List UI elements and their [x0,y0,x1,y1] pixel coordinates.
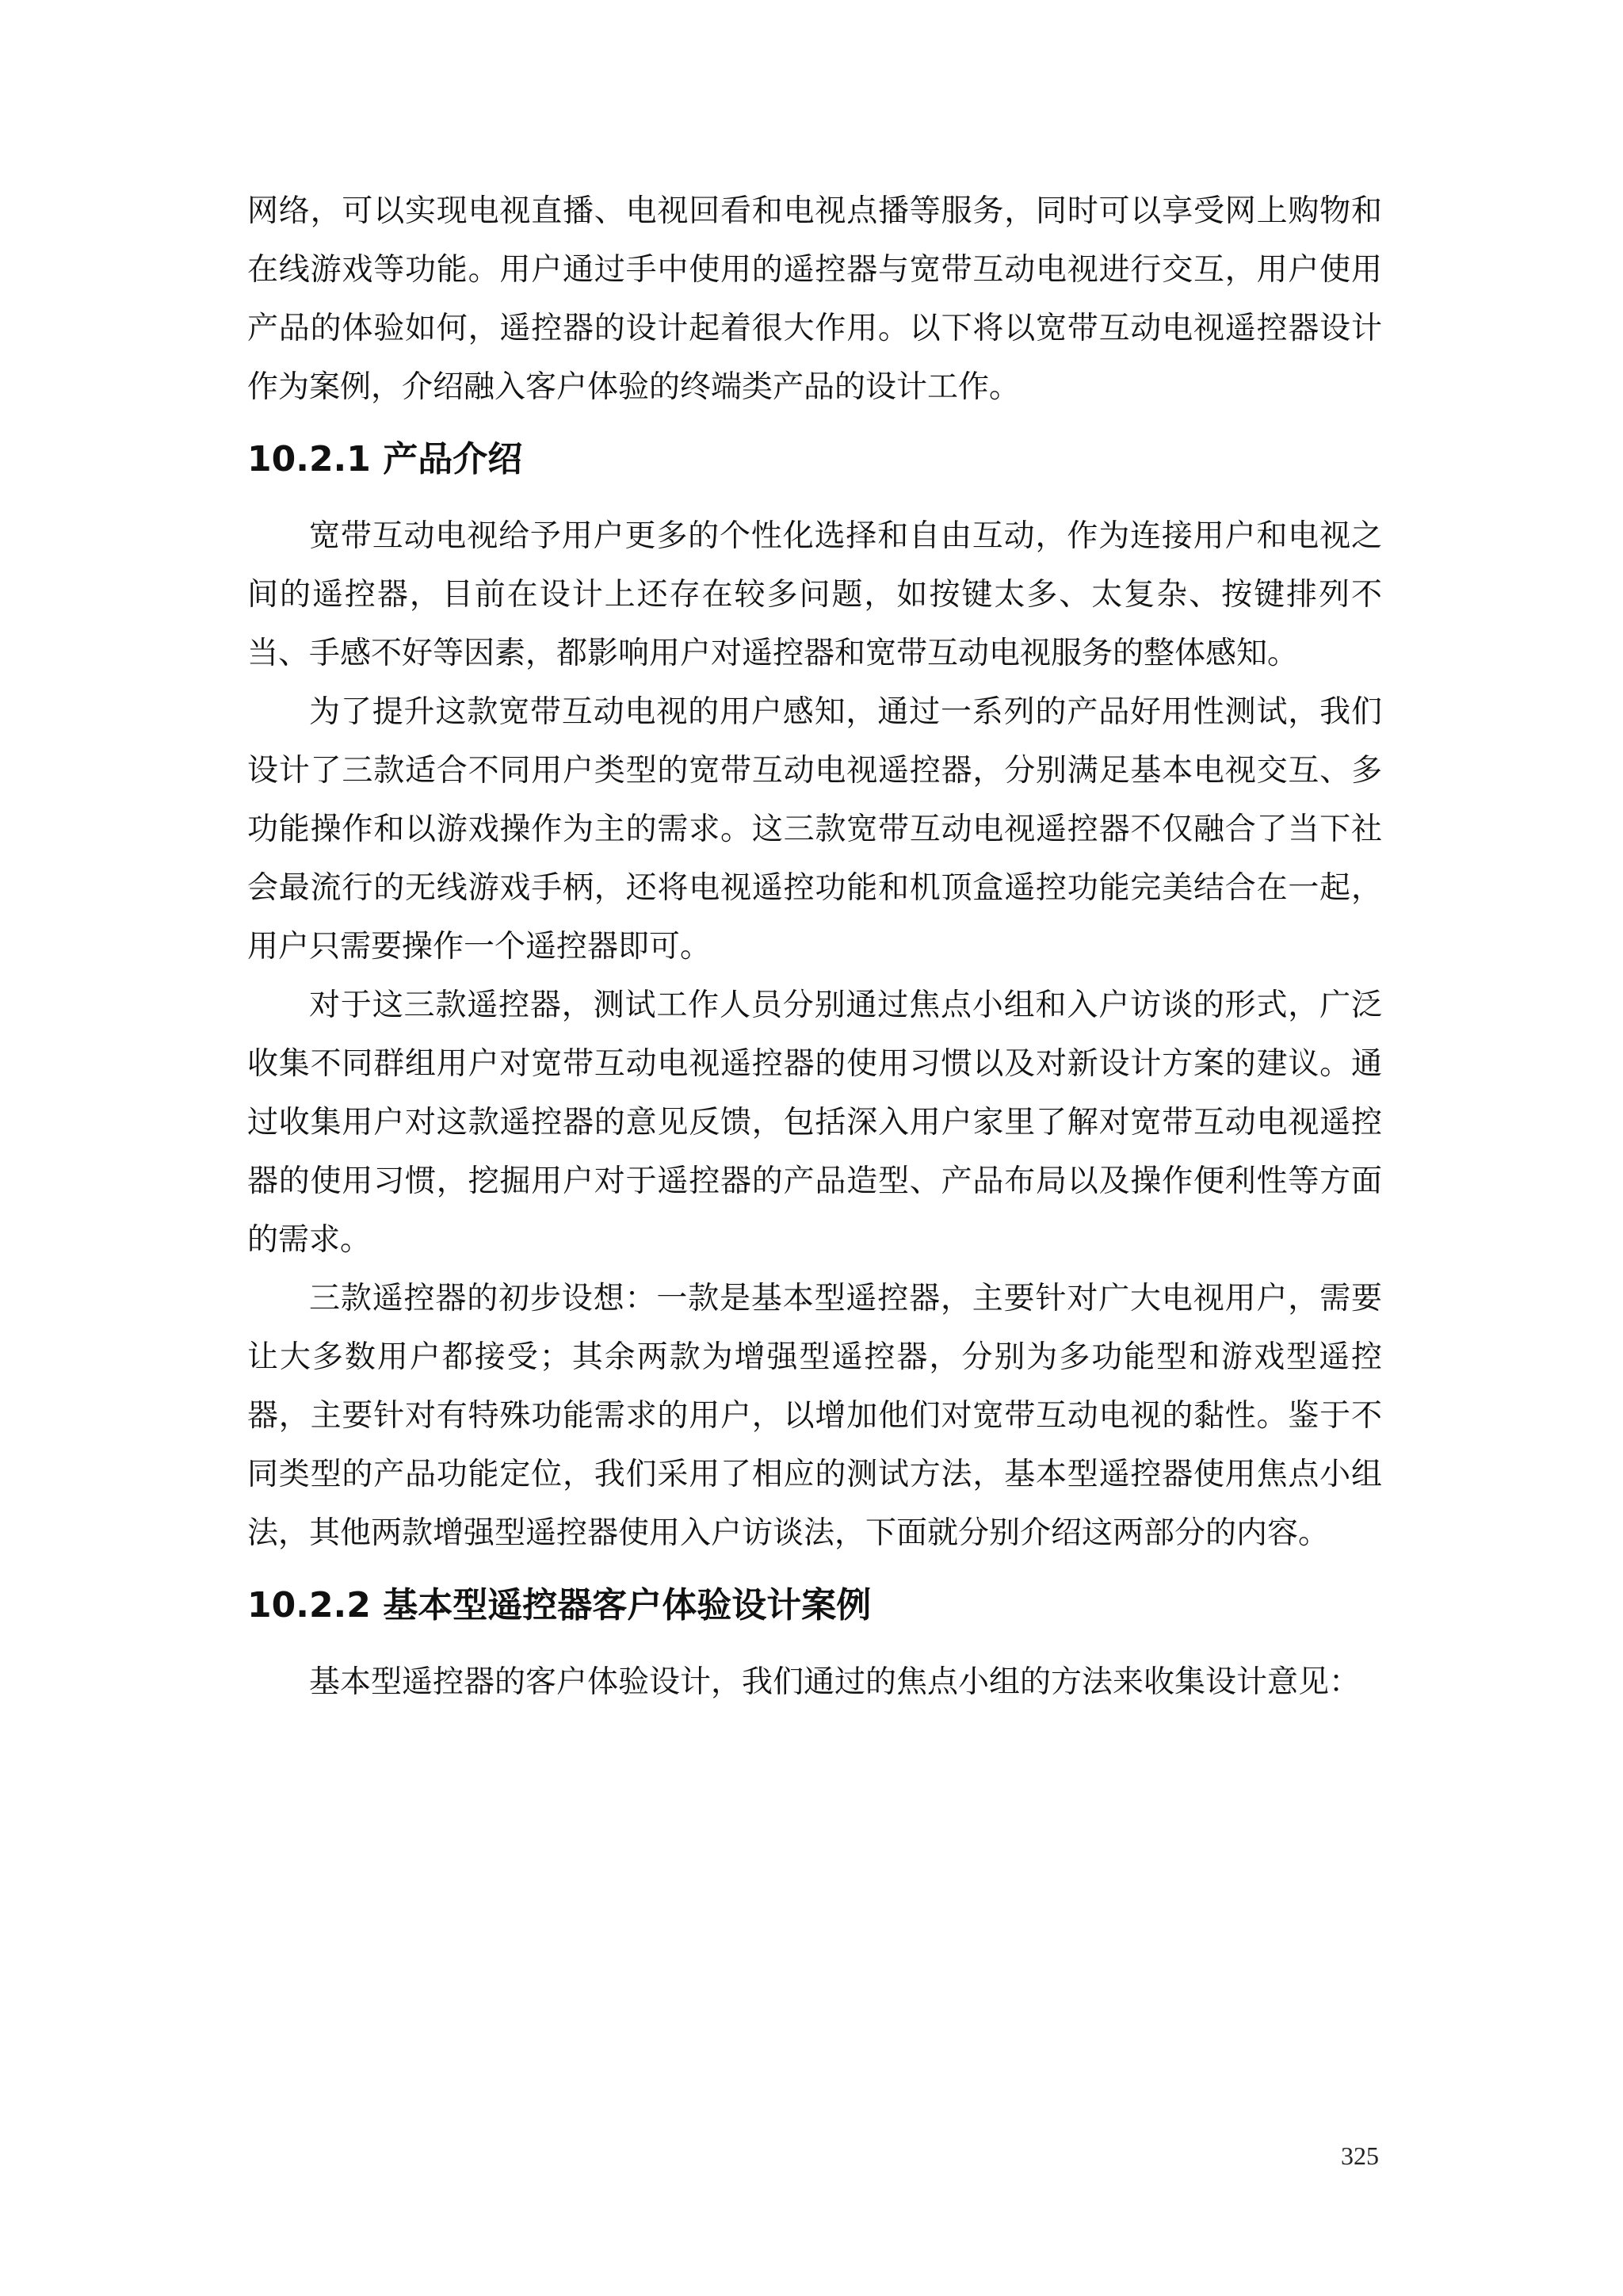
page-number: 325 [1341,2141,1379,2170]
paragraph: 基本型遥控器的客户体验设计，我们通过的焦点小组的方法来收集设计意见： [309,1664,1361,1700]
page-body [247,182,1382,1712]
paragraph: 为了提升这款宽带互动电视的用户感知，通过一系列的产品好用性测试，我们设计了三款适合不同用户类型的宽带互动电视遥控器，分别满足基本电视交互、多功能操作和以游戏操作为主的需求。这三款宽带互动电视遥控器不仅融合了当下社会最流行的无线游戏手柄，还将电视遥控功能和机顶盒遥控功能完美结合在一起，用户只需要操作一个遥控器即可。 [247,694,1382,965]
continuation-paragraph: 网络，可以实现电视直播、电视回看和电视点播等服务，同时可以享受网上购物和在线游戏等功能。用户通过手中使用的遥控器与宽带互动电视进行交互，用户使用产品的体验如何，遥控器的设计起着很大作用。以下将以宽带互动电视遥控器设计作为案例，介绍融入客户体验的终端类产品的设计工作。 [247,193,1382,405]
paragraph: 对于这三款遥控器，测试工作人员分别通过焦点小组和入户访谈的形式，广泛收集不同群组用户对宽带互动电视遥控器的使用习惯以及对新设计方案的建议。通过收集用户对这款遥控器的意见反馈，包括深入用户家里了解对宽带互动电视遥控器的使用习惯，挖掘用户对于遥控器的产品造型、产品布局以及操作便利性等方面的需求。 [247,988,1382,1258]
section-heading-basic-remote-case: 10.2.2 基本型遥控器客户体验设计案例 [247,1585,872,1626]
paragraph: 三款遥控器的初步设想：一款是基本型遥控器，主要针对广大电视用户，需要让大多数用户都接受；其余两款为增强型遥控器，分别为多功能型和游戏型遥控器，主要针对有特殊功能需求的用户，以增加他们对宽带互动电视的黏性。鉴于不同类型的产品功能定位，我们采用了相应的测试方法，基本型遥控器使用焦点小组法，其他两款增强型遥控器使用入户访谈法，下面就分别介绍这两部分的内容。 [247,1281,1382,1551]
paragraph: 宽带互动电视给予用户更多的个性化选择和自由互动，作为连接用户和电视之间的遥控器，目前在设计上还存在较多问题，如按键太多、太复杂、按键排列不当、手感不好等因素，都影响用户对遥控器和宽带互动电视服务的整体感知。 [247,518,1382,671]
section-heading-product-intro: 10.2.1 产品介绍 [247,439,523,479]
